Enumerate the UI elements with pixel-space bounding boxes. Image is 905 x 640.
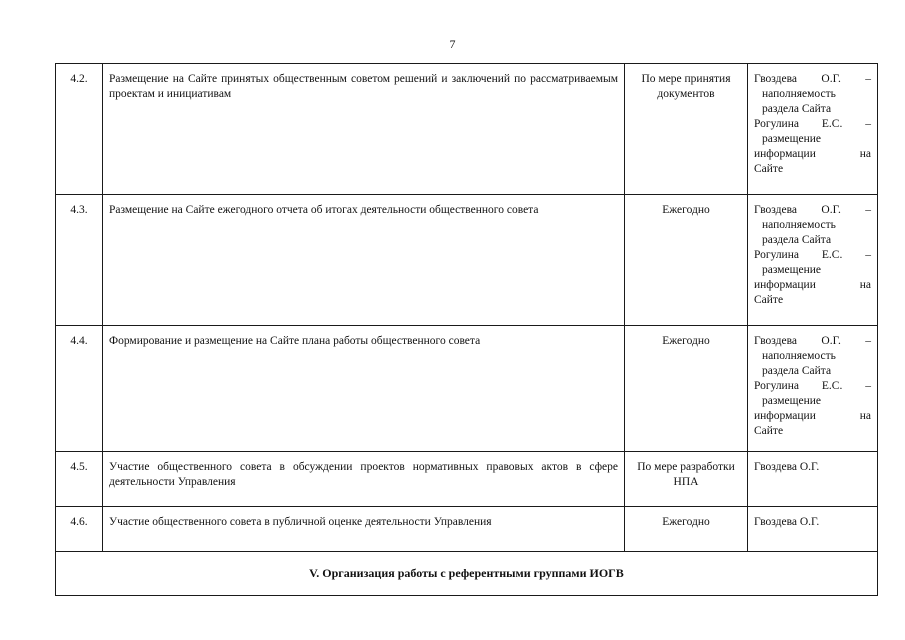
page-number: 7 bbox=[449, 37, 456, 51]
responsible-line: раздела Сайта bbox=[762, 102, 832, 115]
item-term: По мере разработки НПА bbox=[625, 452, 748, 507]
table-row bbox=[56, 64, 878, 195]
responsible-line: Сайте bbox=[754, 162, 784, 175]
item-responsible bbox=[748, 507, 878, 552]
responsible-line: размещение bbox=[762, 132, 821, 145]
section-title: V. Организация работы с референтными группами ИОГВ bbox=[56, 552, 878, 596]
item-description: Размещение на Сайте ежегодного отчета об итогах деятельности общественного совета bbox=[103, 195, 625, 326]
section-row bbox=[56, 552, 878, 596]
responsible-line: наполняемость bbox=[762, 218, 836, 231]
responsible-line: Гвоздева О.Г. – bbox=[754, 204, 871, 216]
item-number: 4.3. bbox=[56, 195, 103, 326]
responsible-line: размещение bbox=[762, 263, 821, 276]
responsible-line: Гвоздева О.Г. – bbox=[754, 73, 871, 85]
responsible-line: наполняемость bbox=[762, 87, 836, 100]
table-row bbox=[56, 507, 878, 552]
item-term: Ежегодно bbox=[625, 195, 748, 326]
item-responsible bbox=[748, 326, 878, 452]
item-description: Размещение на Сайте принятых общественным советом решений и заключений по рассматриваемым проектам и инициативам bbox=[103, 64, 625, 195]
table-row bbox=[56, 452, 878, 507]
responsible-line: Гвоздева О.Г. bbox=[754, 516, 820, 528]
table-row bbox=[56, 326, 878, 452]
item-description: Участие общественного совета в публичной оценке деятельности Управления bbox=[103, 507, 625, 552]
responsible-line: размещение bbox=[762, 394, 821, 407]
item-description: Формирование и размещение на Сайте плана работы общественного совета bbox=[103, 326, 625, 452]
responsible-line: информации на bbox=[754, 147, 871, 160]
responsible-line: Сайте bbox=[754, 293, 784, 306]
item-number: 4.2. bbox=[56, 64, 103, 195]
responsible-line: Сайте bbox=[754, 424, 784, 437]
plan-table bbox=[55, 63, 878, 596]
item-number: 4.4. bbox=[56, 326, 103, 452]
responsible-line: раздела Сайта bbox=[762, 233, 832, 246]
responsible-line: Гвоздева О.Г. bbox=[754, 461, 820, 473]
responsible-line: информации на bbox=[754, 278, 871, 291]
responsible-line: информации на bbox=[754, 409, 871, 422]
item-term: По мере принятия документов bbox=[625, 64, 748, 195]
item-description: Участие общественного совета в обсуждении проектов нормативных правовых актов в сфере деятельности Управления bbox=[103, 452, 625, 507]
plan-table-body bbox=[56, 64, 878, 596]
responsible-line: Рогулина Е.С. – bbox=[754, 117, 871, 130]
responsible-line: раздела Сайта bbox=[762, 364, 832, 377]
responsible-line: Рогулина Е.С. – bbox=[754, 248, 871, 261]
item-responsible bbox=[748, 64, 878, 195]
item-number: 4.6. bbox=[56, 507, 103, 552]
item-term: Ежегодно bbox=[625, 326, 748, 452]
item-responsible bbox=[748, 452, 878, 507]
item-responsible bbox=[748, 195, 878, 326]
responsible-line: Гвоздева О.Г. – bbox=[754, 335, 871, 347]
table-row bbox=[56, 195, 878, 326]
responsible-line: Рогулина Е.С. – bbox=[754, 379, 871, 392]
item-number: 4.5. bbox=[56, 452, 103, 507]
responsible-line: наполняемость bbox=[762, 349, 836, 362]
item-term: Ежегодно bbox=[625, 507, 748, 552]
